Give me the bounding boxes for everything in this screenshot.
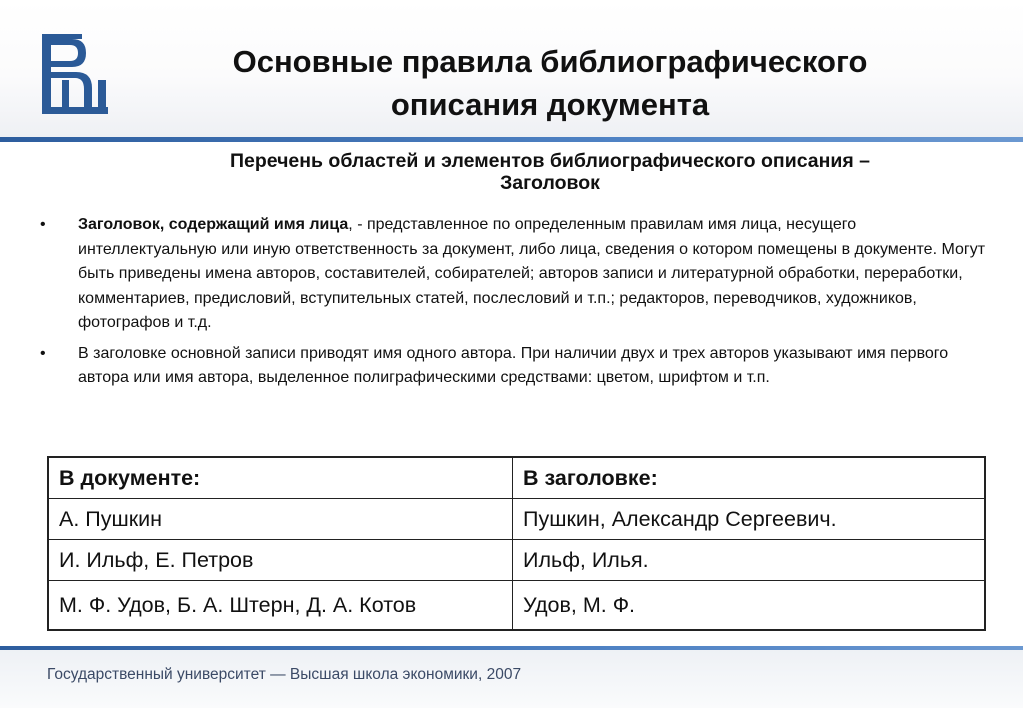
bullet-dot-icon: • [40, 344, 46, 362]
table-cell: Пушкин, Александр Сергеевич. [513, 499, 986, 540]
table-cell: Удов, М. Ф. [513, 581, 986, 631]
title-line-1: Основные правила библиографического [232, 44, 868, 79]
table-row [48, 499, 985, 540]
table-row [48, 540, 985, 581]
header-divider [0, 137, 1023, 142]
examples-table [47, 456, 986, 631]
column-header-heading: В заголовке: [513, 457, 986, 499]
hse-logo-icon [42, 34, 108, 114]
bullet-item [38, 342, 988, 391]
table-cell: М. Ф. Удов, Б. А. Штерн, Д. А. Котов [48, 581, 513, 631]
subtitle-line-1: Перечень областей и элементов библиографического описания – [229, 150, 871, 172]
bullet-term: Заголовок, содержащий имя лица [78, 216, 349, 233]
table-cell: Ильф, Илья. [513, 540, 986, 581]
bullet-dot-icon: • [40, 216, 46, 233]
section-subtitle [80, 150, 1020, 194]
footer-text: Государственный университет — Высшая школа экономики, 2007 [47, 666, 522, 683]
title-line-2: описания документа [390, 87, 710, 122]
bullet-list [38, 213, 988, 397]
subtitle-line-2: Заголовок [500, 172, 600, 194]
column-header-document: В документе: [48, 457, 513, 499]
table-cell: А. Пушкин [48, 499, 513, 540]
bullet-text: В заголовке основной записи приводят имя одного автора. При наличии двух и трех авторов указывают имя первого автора или имя автора, выделенное полиграфическими средствами: цветом, шрифтом и т.п. [78, 344, 949, 386]
page-title [130, 40, 970, 126]
table-cell: И. Ильф, Е. Петров [48, 540, 513, 581]
table-row [48, 581, 985, 631]
bullet-item [38, 213, 988, 336]
bullet-text: , - представленное по определенным правилам имя лица, несущего интеллектуальную или иную ответственность за документ, либо лица, сведения о котором помещены в документе. Могут быть приведены имена авторов, составителей, собирателей; авторов записи и литературной обработки, переработки, комментариев, предисловий, вступительных статей, послесловий и т.п.; редакторов, переводчиков, художников, фотографов и т.д. [78, 216, 986, 331]
table-header-row [48, 457, 985, 499]
